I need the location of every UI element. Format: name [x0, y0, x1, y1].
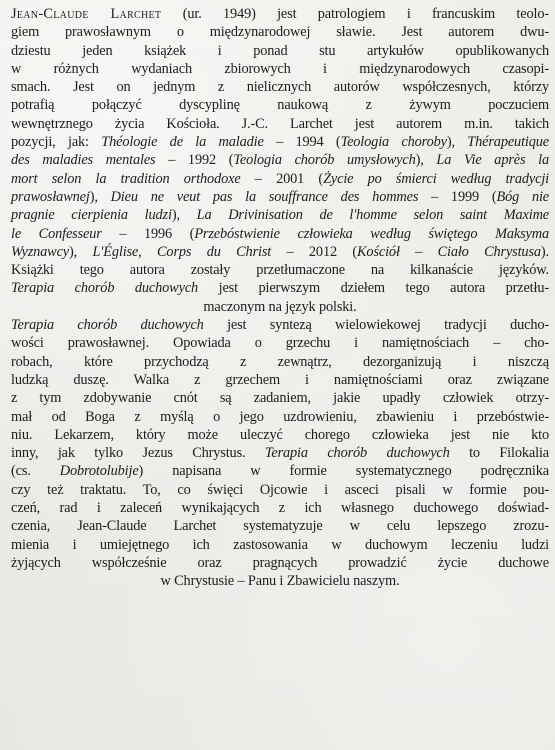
text-segment: ludzką duszę. Walka z grzechem i namiętnościami oraz związane: [11, 371, 549, 388]
text-segment: czy też traktatu. To, co święci Ojcowie i asceci pisali w formie pou-: [11, 481, 549, 498]
text-line: [11, 279, 549, 297]
text-line: [11, 481, 549, 499]
text-segment: smach. Jest on jednym z nielicznych autorów współczesnych, którzy: [11, 79, 549, 96]
text-segment: ).: [540, 243, 549, 260]
italic-title-text: le Confesseur: [11, 225, 102, 242]
text-line: [11, 499, 549, 517]
text-segment: jest syntezą wielowiekowej tradycji ducho-: [203, 317, 550, 334]
author-name: Jean-Claude Larchet: [11, 6, 162, 22]
italic-title-text: Teologia chorób umysłowych: [233, 152, 416, 169]
text-segment: jest pierwszym dziełem tego autora przetłu-: [198, 280, 549, 297]
text-segment: – 1996 (: [101, 225, 195, 242]
italic-title-text: Bóg nie: [496, 188, 550, 205]
text-line: [11, 206, 549, 224]
text-segment: czenia, Jean-Claude Larchet systematyzuje w celu lepszego zrozu-: [11, 518, 549, 535]
text-segment: pozycji, jak:: [11, 134, 102, 151]
italic-title-text: prawosławnej: [11, 188, 90, 205]
text-line: [11, 5, 549, 23]
text-line: [11, 298, 549, 316]
italic-title-text: Dobrotolubije: [59, 463, 139, 480]
text-line: [11, 151, 549, 169]
text-line: [11, 78, 549, 96]
text-segment: czeń, rad i zaleceń wynikających z ich własnego duchowego doświad-: [11, 500, 549, 517]
text-segment: w Chrystusie – Panu i Zbawicielu naszym.: [160, 573, 400, 590]
text-segment: – 2012 (: [271, 243, 357, 260]
text-line: [11, 316, 549, 334]
text-segment: inny, jak tylko Jezus Chrystus.: [11, 445, 265, 462]
text-line: [11, 334, 549, 352]
text-segment: mienia i umiejętnego ich zastosowania w duchowym leczeniu ludzi: [11, 536, 549, 553]
text-line: [11, 170, 549, 188]
text-segment: wewnętrznego życia Kościoła. J.-C. Larchet jest autorem m.in. takich: [11, 115, 549, 132]
text-line: [11, 96, 549, 114]
text-segment: maczonym na język polski.: [203, 298, 357, 315]
italic-title-text: Dieu ne veut pas la souffrance des hommes: [110, 188, 419, 205]
text-segment: ),: [415, 152, 437, 169]
text-line: [11, 188, 549, 206]
text-line: [11, 426, 549, 444]
text-line: [11, 115, 549, 133]
text-line: [11, 462, 549, 480]
italic-title-text: Terapia chorób duchowych: [264, 445, 450, 462]
text-segment: – 1994 (: [263, 134, 341, 151]
italic-title-text: La Vie après la: [436, 152, 549, 169]
paragraph-author-bio: [11, 5, 549, 316]
text-segment: giem prawosławnym o międzynarodowej sławie. Jest autorem dwu-: [11, 24, 549, 41]
text-line: [11, 261, 549, 279]
text-segment: ),: [446, 134, 468, 151]
text-line: [11, 371, 549, 389]
text-segment: w różnych wydaniach zbiorowych i międzynarodowych czasopi-: [11, 60, 549, 77]
text-line: [11, 554, 549, 572]
italic-title-text: Życie po śmierci według tradycji: [323, 170, 550, 187]
italic-title-text: Teologia choroby: [340, 134, 447, 151]
text-line: [11, 408, 549, 426]
text-segment: wości prawosławnej. Opowiada o grzechu i namiętnościach – cho-: [11, 335, 549, 352]
text-line: [11, 536, 549, 554]
text-segment: – 1992 (: [155, 152, 234, 169]
text-segment: ) napisana w formie systematycznego podręcznika: [138, 463, 549, 480]
text-line: [11, 572, 549, 590]
text-segment: – 2001 (: [240, 170, 324, 187]
text-segment: to Filokalia: [449, 445, 550, 462]
italic-title-text: pragnie cierpienia ludzi: [11, 207, 172, 224]
text-line: [11, 353, 549, 371]
italic-title-text: Théologie de la maladie: [101, 134, 264, 151]
italic-title-text: Thérapeutique: [467, 134, 550, 151]
italic-title-text: La Drivinisation de l'homme selon saint Maxime: [196, 207, 550, 224]
text-segment: (ur. 1949) jest patrologiem i francuskim teolo-: [161, 6, 549, 22]
text-line: [11, 225, 549, 243]
text-line: [11, 444, 549, 462]
italic-title-text: Terapia chorób duchowych: [11, 280, 199, 297]
text-segment: – 1999 (: [418, 188, 497, 205]
paragraph-book-description: [11, 316, 549, 590]
text-line: [11, 42, 549, 60]
text-line: [11, 133, 549, 151]
text-segment: ),: [171, 207, 197, 224]
text-segment: mał od Boga z myślą o jego uzdrowieniu, zbawieniu i przebóstwie-: [11, 408, 549, 425]
text-line: [11, 389, 549, 407]
text-segment: ),: [69, 243, 93, 260]
text-segment: z tym zdobywanie cnót są zadaniem, jakie upadły człowiek otrzy-: [11, 390, 549, 407]
italic-title-text: L'Église, Corps du Christ: [92, 243, 272, 260]
text-line: [11, 23, 549, 41]
text-line: [11, 60, 549, 78]
italic-title-text: Wyznawcy: [11, 243, 70, 260]
text-segment: dziestu jeden książek i ponad stu artykułów opublikowanych: [11, 42, 549, 59]
text-segment: robach, które przychodzą z zewnątrz, dezorganizują i niszczą: [11, 353, 549, 370]
text-segment: ),: [89, 188, 111, 205]
text-line: [11, 243, 549, 261]
text-segment: żyjących współcześnie oraz pragnących prowadzić życie duchowe: [11, 554, 549, 571]
text-segment: (cs.: [11, 463, 60, 480]
italic-title-text: Terapia chorób duchowych: [11, 317, 204, 334]
text-segment: potrafią połączyć dyscyplinę naukową z żywym poczuciem: [11, 97, 549, 114]
text-line: [11, 517, 549, 535]
text-segment: Książki tego autora zostały przetłumaczone na kilkanaście języków.: [11, 262, 549, 279]
italic-title-text: des maladies mentales: [11, 152, 156, 169]
italic-title-text: Kościół – Ciało Chrystusa: [357, 243, 541, 260]
text-segment: niu. Lekarzem, który może uleczyć chorego człowieka jest nie kto: [11, 426, 549, 443]
italic-title-text: Przebóstwienie człowieka według świętego Maksyma: [194, 225, 549, 242]
italic-title-text: mort selon la tradition orthodoxe: [11, 170, 241, 187]
